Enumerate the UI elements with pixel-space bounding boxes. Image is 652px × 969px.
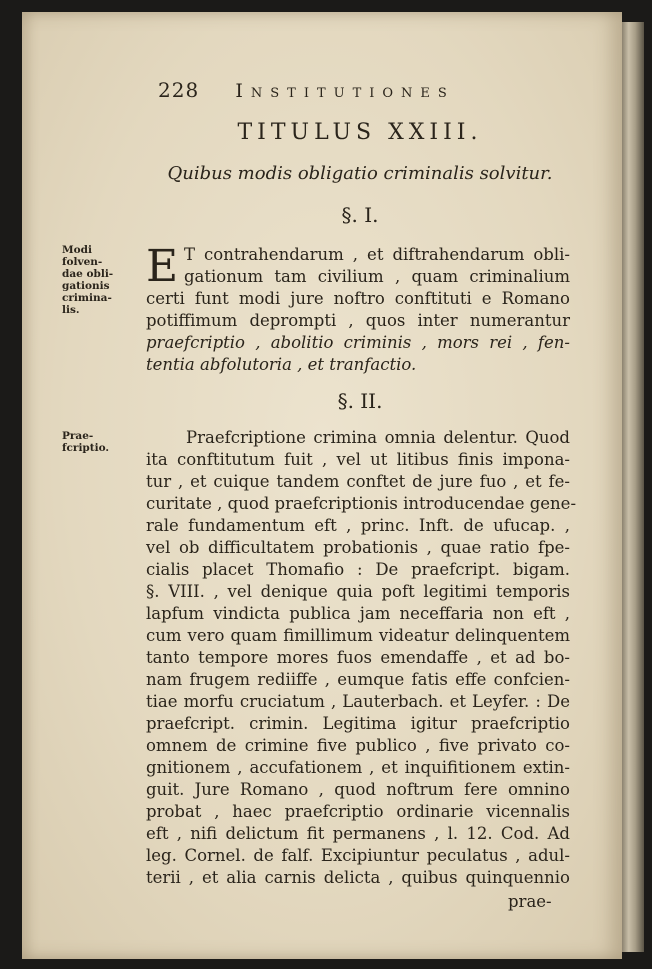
margin-note-line: Modi: [62, 244, 92, 256]
text-line: rale fundamentum eft , princ. Inft. de ufucap. ,: [146, 516, 570, 535]
text-line: tentia abfolutoria , et tranfactio.: [146, 355, 417, 374]
margin-note-line: gationis: [62, 280, 110, 292]
text-line: omnem de crimine five publico , five privato co-: [146, 736, 570, 755]
title: TITULUS XXIII.: [237, 120, 483, 145]
margin-note-line: crimina-: [62, 292, 112, 304]
text-line: tur , et cuique tandem conftet de jure fuo , et fe-: [146, 472, 570, 491]
running-title: Institutiones: [235, 80, 455, 102]
margin-note-line: dae obli-: [62, 268, 114, 280]
text-line: curitate , quod praefcriptionis introducendae gene-: [146, 494, 577, 513]
text-line: tiae morfu cruciatum , Lauterbach. et Leyfer. : De: [146, 692, 570, 711]
text-line: tanto tempore mores fuos emendaffe , et ad bo-: [146, 648, 570, 667]
margin-note-line: fcriptio.: [62, 442, 110, 454]
subtitle: Quibus modis obligatio criminalis solvitur.: [167, 163, 553, 184]
text-line: certi funt modi jure noftro conftituti e Romano: [146, 289, 570, 308]
text-line: terii , et alia carnis delicta , quibus quinquennio: [146, 868, 570, 887]
text-line: ita conftitutum fuit , vel ut litibus finis impona-: [146, 450, 570, 469]
text-line: lapfum vindicta publica jam neceffaria non eft ,: [146, 604, 570, 623]
book-edge: [622, 22, 644, 952]
margin-note-line: folven-: [62, 256, 103, 268]
margin-note-line: lis.: [62, 304, 80, 316]
margin-note-line: Prae-: [62, 430, 94, 442]
drop-cap: E: [146, 241, 179, 292]
text-line: vel ob difficultatem probationis , quae ratio fpe-: [146, 538, 570, 557]
text-line: eft , nifi delictum fit permanens , l. 12. Cod. Ad: [146, 824, 570, 843]
running-header: [158, 78, 498, 102]
page-number: 228: [158, 78, 200, 102]
text-line: cialis placet Thomafio : De praefcript. bigam.: [146, 560, 570, 579]
text-line: leg. Cornel. de falf. Excipiuntur peculatus , adul-: [146, 846, 570, 865]
text-line: T contrahendarum , et diftrahendarum obli-: [184, 245, 570, 264]
text-line: Praefcriptione crimina omnia delentur. Quod: [186, 428, 570, 447]
text-line: gationum tam civilium , quam criminalium: [184, 267, 570, 286]
text-line: gnitionem , accufationem , et inquifitionem extin-: [146, 758, 570, 777]
margin-note-1: [62, 244, 132, 316]
text-line: praefcriptio , abolitio criminis , mors rei , fen-: [146, 333, 570, 352]
catchword: prae-: [508, 892, 552, 911]
text-line: praefcript. crimin. Legitima igitur praefcriptio: [146, 714, 570, 733]
text-line: probat , haec praefcriptio ordinarie vicennalis: [146, 802, 570, 821]
text-line: cum vero quam fimillimum videatur delinquentem: [146, 626, 570, 645]
margin-note-2: [62, 430, 132, 454]
text-line: potiffimum deprompti , quos inter numerantur: [146, 311, 570, 330]
section-1-heading: §. I.: [341, 203, 379, 227]
text-line: nam frugem rediiffe , eumque fatis effe confcien-: [146, 670, 570, 689]
text-line: guit. Jure Romano , quod noftrum fere omnino: [146, 780, 570, 799]
section-2-heading: §. II.: [337, 389, 383, 413]
text-line: §. VIII. , vel denique quia poft legitimi temporis: [146, 582, 570, 601]
